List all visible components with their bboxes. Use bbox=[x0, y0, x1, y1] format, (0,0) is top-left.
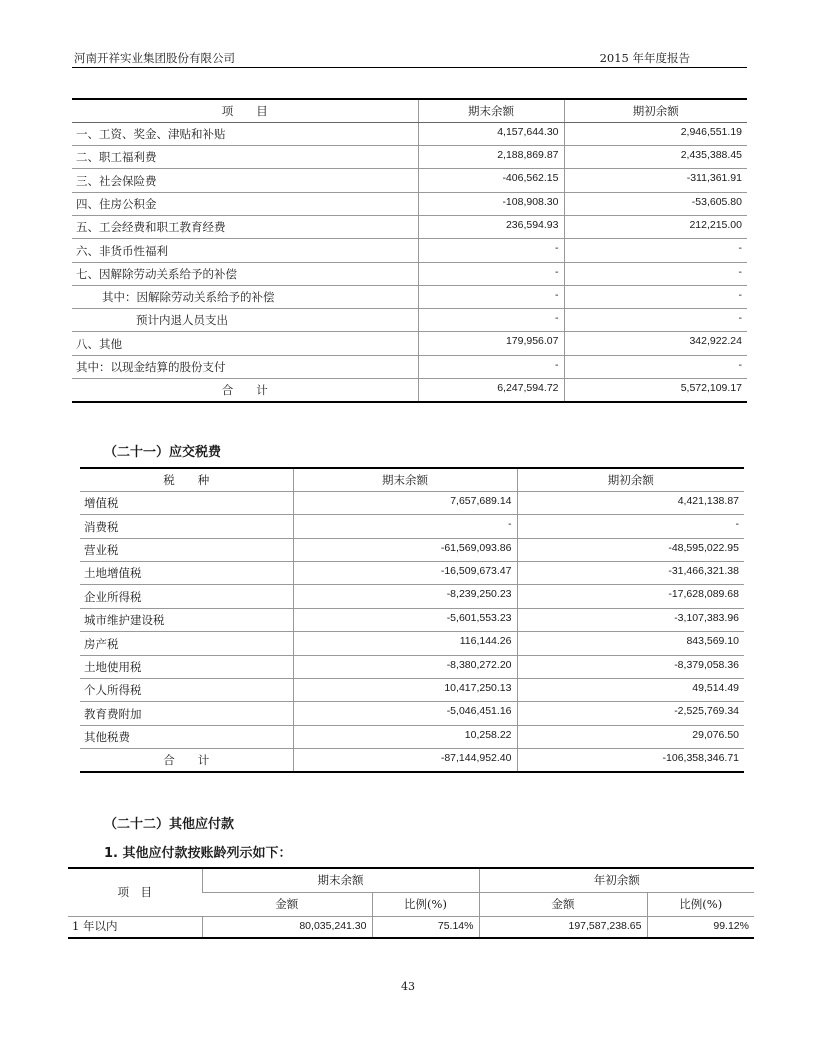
table-header-row bbox=[80, 468, 744, 491]
table-row bbox=[68, 916, 754, 938]
company-name: 河南开祥实业集团股份有限公司 bbox=[74, 51, 235, 65]
total-label: 合 计 bbox=[72, 379, 418, 402]
row-begin: 2,435,388.45 bbox=[564, 146, 747, 169]
row-label: 预计内退人员支出 bbox=[72, 309, 418, 332]
row-end: -406,562.15 bbox=[418, 169, 564, 192]
row-begin: 212,215.00 bbox=[564, 215, 747, 238]
row-end: -5,046,451.16 bbox=[293, 702, 517, 725]
row-begin: -48,595,022.95 bbox=[517, 538, 744, 561]
table-row bbox=[80, 632, 744, 655]
table-row bbox=[72, 285, 747, 308]
table-row bbox=[80, 725, 744, 748]
row-begin: -8,379,058.36 bbox=[517, 655, 744, 678]
row-end: 2,188,869.87 bbox=[418, 146, 564, 169]
row-begin: - bbox=[564, 262, 747, 285]
row-end-amount: 80,035,241.30 bbox=[202, 916, 372, 938]
row-begin: 29,076.50 bbox=[517, 725, 744, 748]
row-end: -8,239,250.23 bbox=[293, 585, 517, 608]
row-label: 教育费附加 bbox=[80, 702, 293, 725]
row-label: 城市维护建设税 bbox=[80, 608, 293, 631]
total-label: 合 计 bbox=[80, 749, 293, 772]
row-end: -16,509,673.47 bbox=[293, 562, 517, 585]
header-group-end: 期末余额 bbox=[202, 868, 479, 892]
header-begin-balance: 期初余额 bbox=[517, 468, 744, 491]
table-header-row bbox=[68, 868, 754, 892]
header-tax-type: 税 种 bbox=[80, 468, 293, 491]
table-row bbox=[72, 169, 747, 192]
row-begin: 4,421,138.87 bbox=[517, 491, 744, 514]
row-end: -8,380,272.20 bbox=[293, 655, 517, 678]
table-row bbox=[72, 355, 747, 378]
row-begin: 843,569.10 bbox=[517, 632, 744, 655]
table-row bbox=[80, 562, 744, 585]
row-end: 10,258.22 bbox=[293, 725, 517, 748]
row-label: 五、工会经费和职工教育经费 bbox=[72, 215, 418, 238]
table-header-row bbox=[72, 99, 747, 122]
row-end: - bbox=[418, 262, 564, 285]
page-number: 43 bbox=[401, 980, 415, 993]
row-begin-ratio: 99.12% bbox=[647, 916, 754, 938]
subsection-title-aging: 1. 其他应付款按账龄列示如下： bbox=[104, 846, 292, 861]
row-begin: - bbox=[564, 309, 747, 332]
total-end: 6,247,594.72 bbox=[418, 379, 564, 402]
row-end: 7,657,689.14 bbox=[293, 491, 517, 514]
row-end: 116,144.26 bbox=[293, 632, 517, 655]
row-end: 4,157,644.30 bbox=[418, 122, 564, 145]
table-row bbox=[72, 192, 747, 215]
row-begin: - bbox=[564, 239, 747, 262]
row-label: 1 年以内 bbox=[68, 916, 202, 938]
table-row bbox=[80, 585, 744, 608]
row-end: - bbox=[418, 355, 564, 378]
row-label: 营业税 bbox=[80, 538, 293, 561]
total-row bbox=[80, 749, 744, 772]
row-end-ratio: 75.14% bbox=[372, 916, 479, 938]
row-end: - bbox=[293, 515, 517, 538]
row-label: 企业所得税 bbox=[80, 585, 293, 608]
row-label: 土地增值税 bbox=[80, 562, 293, 585]
row-begin: - bbox=[564, 285, 747, 308]
row-begin: -53,605.80 bbox=[564, 192, 747, 215]
header-item: 项 目 bbox=[68, 868, 202, 916]
other-payables-table bbox=[68, 867, 754, 939]
row-end: 10,417,250.13 bbox=[293, 679, 517, 702]
report-title: 2015 年年度报告 bbox=[599, 51, 690, 65]
header-begin-balance: 期初余额 bbox=[564, 99, 747, 122]
table-row bbox=[80, 679, 744, 702]
row-begin: -311,361.91 bbox=[564, 169, 747, 192]
row-label: 消费税 bbox=[80, 515, 293, 538]
row-label: 其他税费 bbox=[80, 725, 293, 748]
taxes-payable-table bbox=[80, 467, 744, 773]
total-begin: -106,358,346.71 bbox=[517, 749, 744, 772]
header-begin-amount: 金额 bbox=[479, 892, 647, 916]
header-divider bbox=[72, 67, 747, 68]
row-begin: - bbox=[564, 355, 747, 378]
row-label: 四、住房公积金 bbox=[72, 192, 418, 215]
header-group-begin: 年初余额 bbox=[479, 868, 754, 892]
row-begin: 342,922.24 bbox=[564, 332, 747, 355]
row-end: -61,569,093.86 bbox=[293, 538, 517, 561]
table-row bbox=[72, 309, 747, 332]
row-label: 房产税 bbox=[80, 632, 293, 655]
row-begin: -31,466,321.38 bbox=[517, 562, 744, 585]
row-begin: -3,107,383.96 bbox=[517, 608, 744, 631]
header-end-ratio: 比例(%) bbox=[372, 892, 479, 916]
row-label: 三、社会保险费 bbox=[72, 169, 418, 192]
total-row bbox=[72, 379, 747, 402]
total-end: -87,144,952.40 bbox=[293, 749, 517, 772]
row-begin-amount: 197,587,238.65 bbox=[479, 916, 647, 938]
table-row bbox=[72, 262, 747, 285]
row-end: - bbox=[418, 239, 564, 262]
table-row bbox=[72, 239, 747, 262]
row-end: - bbox=[418, 309, 564, 332]
total-begin: 5,572,109.17 bbox=[564, 379, 747, 402]
row-begin: -17,628,089.68 bbox=[517, 585, 744, 608]
table-row bbox=[80, 702, 744, 725]
header-end-amount: 金额 bbox=[202, 892, 372, 916]
row-label: 六、非货币性福利 bbox=[72, 239, 418, 262]
row-label: 一、工资、奖金、津贴和补贴 bbox=[72, 122, 418, 145]
table-row bbox=[80, 491, 744, 514]
page-header bbox=[72, 50, 746, 68]
row-end: -5,601,553.23 bbox=[293, 608, 517, 631]
table-row bbox=[72, 215, 747, 238]
row-label: 个人所得税 bbox=[80, 679, 293, 702]
header-begin-ratio: 比例(%) bbox=[647, 892, 754, 916]
row-label: 其中：以现金结算的股份支付 bbox=[72, 355, 418, 378]
table-row bbox=[80, 655, 744, 678]
row-label: 增值税 bbox=[80, 491, 293, 514]
table-row bbox=[72, 122, 747, 145]
section-title-other-payables: （二十二）其他应付款 bbox=[104, 817, 235, 832]
employee-pay-table bbox=[72, 98, 747, 403]
row-label: 土地使用税 bbox=[80, 655, 293, 678]
row-begin: 2,946,551.19 bbox=[564, 122, 747, 145]
row-begin: -2,525,769.34 bbox=[517, 702, 744, 725]
row-end: -108,908.30 bbox=[418, 192, 564, 215]
table-row bbox=[80, 538, 744, 561]
row-label: 七、因解除劳动关系给予的补偿 bbox=[72, 262, 418, 285]
row-label: 二、职工福利费 bbox=[72, 146, 418, 169]
row-end: - bbox=[418, 285, 564, 308]
row-end: 236,594.93 bbox=[418, 215, 564, 238]
header-end-balance: 期末余额 bbox=[293, 468, 517, 491]
section-title-taxes: （二十一）应交税费 bbox=[104, 445, 222, 460]
row-label: 其中：因解除劳动关系给予的补偿 bbox=[72, 285, 418, 308]
row-begin: 49,514.49 bbox=[517, 679, 744, 702]
header-end-balance: 期末余额 bbox=[418, 99, 564, 122]
row-begin: - bbox=[517, 515, 744, 538]
table-row bbox=[72, 332, 747, 355]
row-end: 179,956.07 bbox=[418, 332, 564, 355]
header-item: 项 目 bbox=[72, 99, 418, 122]
table-row bbox=[80, 515, 744, 538]
table-row bbox=[72, 146, 747, 169]
table-row bbox=[80, 608, 744, 631]
row-label: 八、其他 bbox=[72, 332, 418, 355]
